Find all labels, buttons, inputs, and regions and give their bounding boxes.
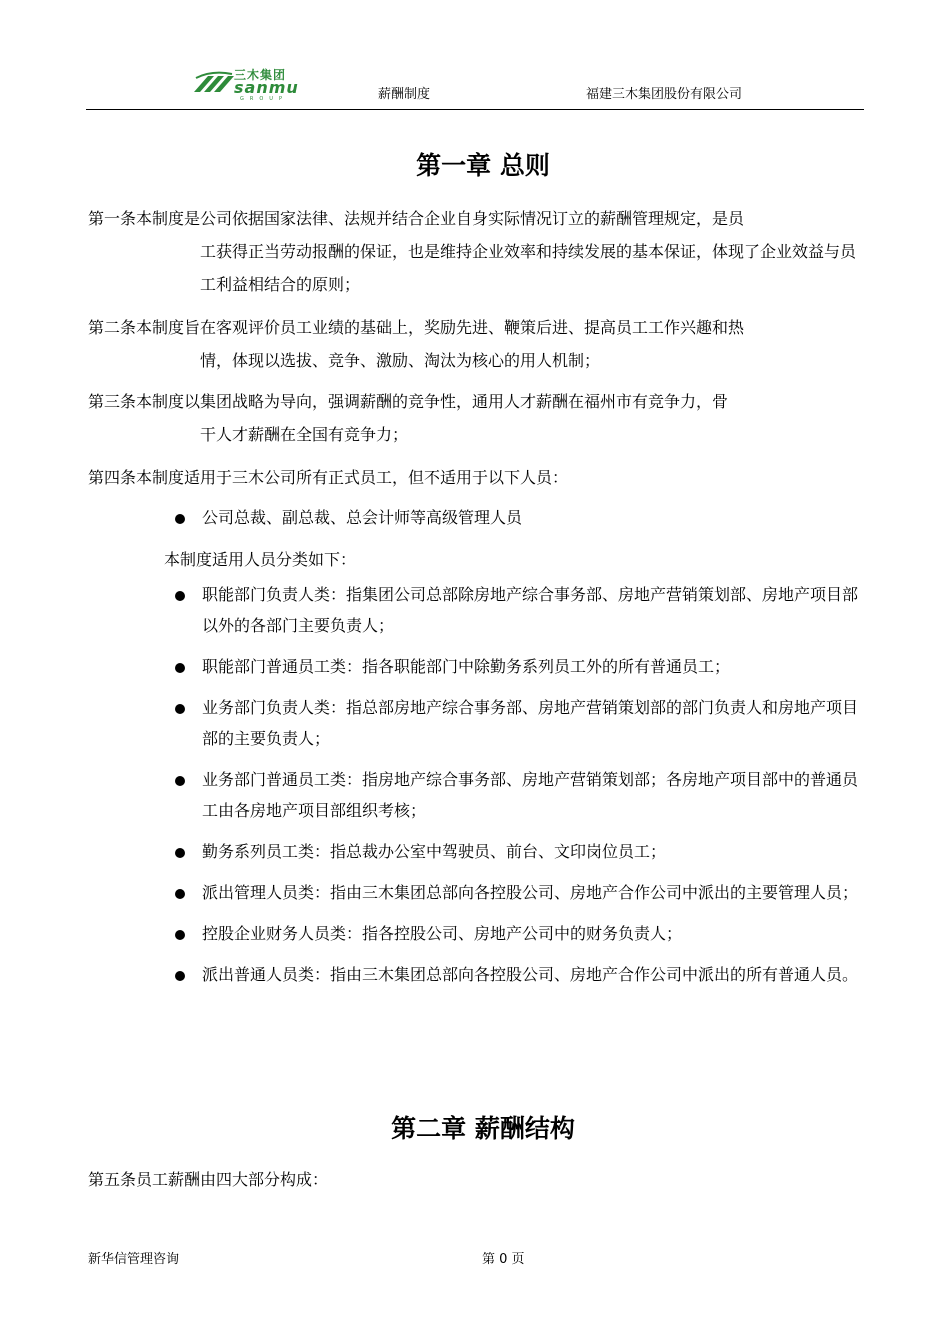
company-logo: [192, 66, 302, 102]
article-2: [88, 311, 864, 377]
bullet-icon: [175, 971, 185, 981]
list-item: [170, 877, 864, 908]
header-divider: [86, 109, 864, 110]
sanmu-logo-icon: [192, 70, 234, 94]
list-item: [170, 502, 864, 533]
list-item: [170, 692, 864, 754]
chapter-2-title: 第二章 薪酬结构: [391, 1114, 575, 1143]
list-item-text: 勤务系列员工类：指总裁办公室中驾驶员、前台、文印岗位员工；: [202, 842, 667, 861]
article-continuation: 情，体现以选拔、竞争、激励、淘汰为核心的用人机制；: [200, 351, 601, 370]
article-3: [88, 385, 864, 451]
header-document-title: 薪酬制度: [378, 87, 431, 102]
article-1: [88, 202, 864, 301]
list-item-text: 公司总裁、副总裁、总会计师等高级管理人员: [202, 508, 523, 527]
footer-page-number: 第 0 页: [482, 1252, 525, 1267]
list-item: [170, 651, 864, 682]
list-item: [170, 579, 864, 641]
list-item-text: 派出普通人员类：指由三木集团总部向各控股公司、房地产合作公司中派出的所有普通人员。: [202, 965, 859, 984]
logo-chinese-text: 三木集团: [234, 68, 287, 82]
bullet-icon: [175, 930, 185, 940]
list-item-text: 业务部门负责人类：指总部房地产综合事务部、房地产营销策划部的部门负责人和房地产项目部的主要负责人；: [202, 698, 859, 748]
bullet-icon: [175, 848, 185, 858]
article-first-line: 第四条本制度适用于三木公司所有正式员工，但不适用于以下人员：: [88, 468, 569, 487]
list-item-text: 职能部门普通员工类：指各职能部门中除勤务系列员工外的所有普通员工；: [202, 657, 731, 676]
list-item: [170, 918, 864, 949]
logo-group-text: GROUP: [240, 96, 288, 102]
footer-consultancy: 新华信管理咨询: [88, 1252, 180, 1267]
classification-intro: 本制度适用人员分类如下：: [164, 550, 357, 569]
list-item-text: 业务部门普通员工类：指房地产综合事务部、房地产营销策划部；各房地产项目部中的普通员工由各房地产项目部组织考核；: [202, 770, 859, 820]
bullet-icon: [175, 663, 185, 673]
chapter-1-title: 第一章 总则: [416, 151, 550, 180]
article-first-line: 第一条本制度是公司依据国家法律、法规并结合企业自身实际情况订立的薪酬管理规定，是员: [88, 209, 745, 228]
list-item-text: 职能部门负责人类：指集团公司总部除房地产综合事务部、房地产营销策划部、房地产项目部以外的各部门主要负责人；: [202, 585, 859, 635]
list-item: [170, 959, 864, 990]
bullet-icon: [175, 514, 185, 524]
list-item-text: 派出管理人员类：指由三木集团总部向各控股公司、房地产合作公司中派出的主要管理人员；: [202, 883, 859, 902]
article-first-line: 第二条本制度旨在客观评价员工业绩的基础上，奖励先进、鞭策后进、提高员工工作兴趣和热: [88, 318, 745, 337]
article-continuation: 干人才薪酬在全国有竞争力；: [200, 425, 409, 444]
list-item: [170, 764, 864, 826]
article-continuation: 工获得正当劳动报酬的保证，也是维持企业效率和持续发展的基本保证，体现了企业效益与员工利益相结合的原则；: [200, 242, 857, 294]
bullet-icon: [175, 776, 185, 786]
list-item: [170, 836, 864, 867]
article-first-line: 第五条员工薪酬由四大部分构成：: [88, 1170, 329, 1189]
article-first-line: 第三条本制度以集团战略为导向，强调薪酬的竞争性，通用人才薪酬在福州市有竞争力，骨: [88, 392, 729, 411]
excluded-personnel-list: [170, 502, 864, 543]
bullet-icon: [175, 889, 185, 899]
bullet-icon: [175, 704, 185, 714]
logo-english-text: sanmu: [234, 78, 299, 97]
list-item-text: 控股企业财务人员类：指各控股公司、房地产公司中的财务负责人；: [202, 924, 683, 943]
personnel-classes-list: [170, 579, 864, 1000]
article-5: [88, 1163, 864, 1196]
bullet-icon: [175, 591, 185, 601]
article-4: [88, 461, 864, 494]
header-company-name: 福建三木集团股份有限公司: [586, 87, 743, 102]
